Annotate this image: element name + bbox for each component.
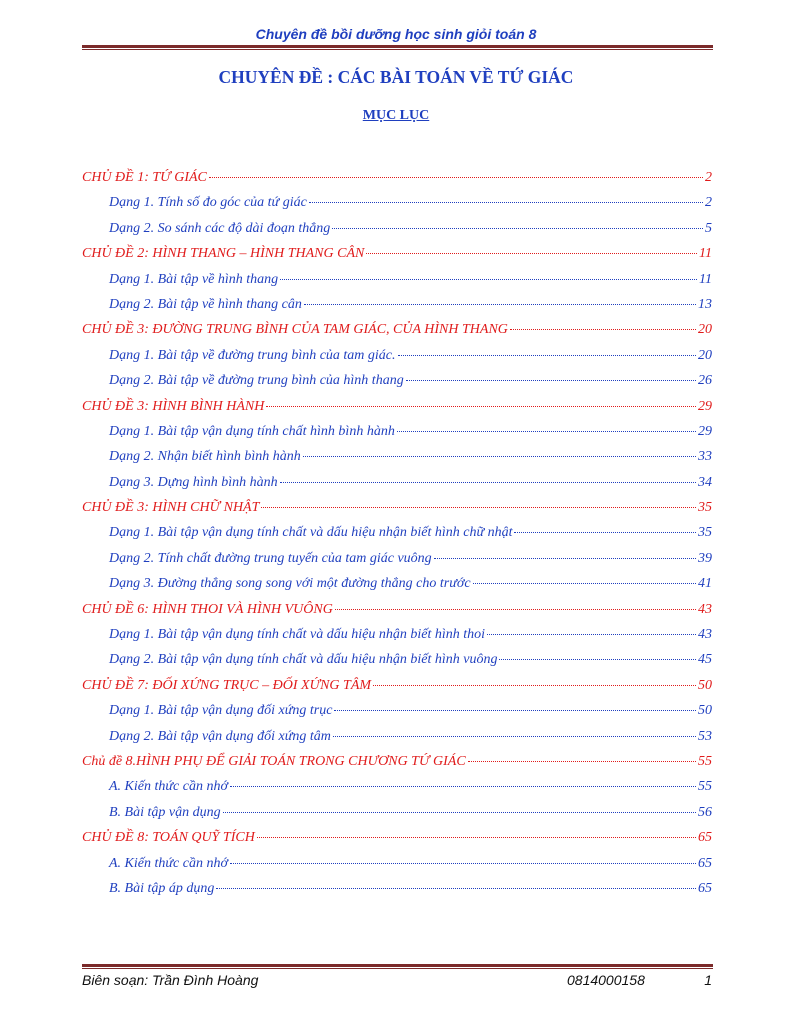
toc-entry-page: 2 xyxy=(705,170,712,185)
toc-dot-leader xyxy=(468,761,696,762)
toc-dot-leader xyxy=(304,304,696,305)
toc-section-entry[interactable] xyxy=(82,525,712,550)
toc-section-entry[interactable] xyxy=(82,475,712,500)
toc-entry-label: CHỦ ĐỀ 2: HÌNH THANG – HÌNH THANG CÂN xyxy=(82,246,365,262)
page-footer xyxy=(82,972,712,990)
toc-section-entry[interactable] xyxy=(82,805,712,830)
toc-entry-page: 45 xyxy=(698,652,712,668)
toc-entry-label: B. Bài tập áp dụng xyxy=(109,880,215,896)
toc-dot-leader xyxy=(309,202,703,203)
toc-entry-label: Dạng 1. Bài tập về hình thang xyxy=(109,271,279,287)
toc-heading: MỤC LỤC xyxy=(362,108,430,123)
toc-entry-label: CHỦ ĐỀ 3: HÌNH BÌNH HÀNH xyxy=(82,398,265,414)
toc-entry-label: CHỦ ĐỀ 3: ĐƯỜNG TRUNG BÌNH CỦA TAM GIÁC, CỦA HÌNH THANG xyxy=(82,322,508,338)
toc-entry-page: 65 xyxy=(698,855,712,871)
toc-entry-page: 55 xyxy=(698,753,712,769)
toc-entry-label: Dạng 1. Bài tập vận dụng tính chất hình bình hành xyxy=(109,423,395,439)
toc-chapter-entry[interactable] xyxy=(82,399,712,424)
toc-entry-label: Dạng 2. Bài tập về đường trung bình của hình thang xyxy=(109,373,404,389)
toc-chapter-entry[interactable] xyxy=(82,246,712,271)
toc-entry-label: Dạng 1. Tính số đo góc của tứ giác xyxy=(109,195,307,211)
toc-entry-label: CHỦ ĐỀ 3: HÌNH CHỮ NHẬT xyxy=(82,500,260,516)
toc-dot-leader xyxy=(334,710,696,711)
toc-entry-label: CHỦ ĐỀ 8: TOÁN QUỸ TÍCH xyxy=(82,830,255,846)
toc-dot-leader xyxy=(514,532,696,533)
toc-entry-label: Dạng 2. Nhận biết hình bình hành xyxy=(109,449,301,465)
toc-dot-leader xyxy=(473,583,696,584)
toc-entry-page: 20 xyxy=(698,347,712,363)
table-of-contents xyxy=(82,170,712,906)
toc-entry-page: 43 xyxy=(698,627,712,643)
toc-entry-page: 56 xyxy=(698,804,712,820)
toc-chapter-entry[interactable] xyxy=(82,830,712,855)
toc-entry-label: A. Kiến thức cần nhớ xyxy=(109,855,228,871)
toc-section-entry[interactable] xyxy=(82,551,712,576)
toc-dot-leader xyxy=(335,609,696,610)
footer-author: Biên soạn: Trần Đình Hoàng xyxy=(82,972,259,988)
toc-section-entry[interactable] xyxy=(82,373,712,398)
toc-dot-leader xyxy=(510,329,696,330)
header-rule xyxy=(82,45,713,50)
toc-dot-leader xyxy=(487,634,696,635)
toc-dot-leader xyxy=(397,431,696,432)
toc-entry-page: 53 xyxy=(698,728,712,744)
toc-chapter-entry[interactable] xyxy=(82,602,712,627)
toc-dot-leader xyxy=(280,482,696,483)
toc-section-entry[interactable] xyxy=(82,576,712,601)
toc-section-entry[interactable] xyxy=(82,856,712,881)
toc-section-entry[interactable] xyxy=(82,627,712,652)
toc-dot-leader xyxy=(230,786,696,787)
toc-entry-label: Dạng 2. So sánh các độ dài đoạn thẳng xyxy=(109,220,331,236)
toc-chapter-entry[interactable] xyxy=(82,170,712,195)
toc-section-entry[interactable] xyxy=(82,297,712,322)
toc-dot-leader xyxy=(434,558,696,559)
toc-chapter-entry[interactable] xyxy=(82,322,712,347)
toc-dot-leader xyxy=(398,355,696,356)
toc-dot-leader xyxy=(257,837,696,838)
toc-dot-leader xyxy=(406,380,696,381)
toc-entry-page: 2 xyxy=(705,195,712,211)
toc-entry-page: 50 xyxy=(698,677,712,693)
toc-dot-leader xyxy=(209,177,703,178)
toc-entry-label: Dạng 3. Dựng hình bình hành xyxy=(109,474,278,490)
toc-dot-leader xyxy=(332,228,703,229)
toc-entry-label: CHỦ ĐỀ 6: HÌNH THOI VÀ HÌNH VUÔNG xyxy=(82,601,333,617)
toc-entry-page: 39 xyxy=(698,550,712,566)
toc-entry-page: 29 xyxy=(698,398,712,414)
document-title: CHUYÊN ĐỀ : CÁC BÀI TOÁN VỀ TỨ GIÁC xyxy=(218,67,574,87)
toc-entry-label: Dạng 2. Bài tập vận dụng đối xứng tâm xyxy=(109,728,331,744)
toc-section-entry[interactable] xyxy=(82,272,712,297)
toc-dot-leader xyxy=(499,659,696,660)
toc-entry-page: 11 xyxy=(699,271,712,287)
toc-entry-label: Dạng 1. Bài tập vận dụng tính chất và dấu hiệu nhận biết hình thoi xyxy=(109,627,486,643)
toc-entry-page: 65 xyxy=(698,830,712,846)
toc-entry-page: 34 xyxy=(698,474,712,490)
toc-entry-label: CHỦ ĐỀ 7: ĐỐI XỨNG TRỤC – ĐỐI XỨNG TÂM xyxy=(82,677,372,693)
toc-entry-page: 35 xyxy=(698,525,712,541)
header-title: Chuyên đề bồi dưỡng học sinh giỏi toán 8 xyxy=(255,26,537,42)
toc-entry-label: Dạng 2. Tính chất đường trung tuyến của tam giác vuông xyxy=(109,550,432,566)
toc-entry-label: Dạng 1. Bài tập vận dụng đối xứng trục xyxy=(109,703,333,719)
toc-dot-leader xyxy=(230,863,696,864)
toc-entry-page: 50 xyxy=(698,703,712,719)
toc-dot-leader xyxy=(266,406,696,407)
toc-entry-label: Dạng 3. Đường thẳng song song với một đường thẳng cho trước xyxy=(109,576,471,592)
toc-entry-page: 55 xyxy=(698,779,712,795)
toc-entry-page: 43 xyxy=(698,601,712,617)
footer-rule xyxy=(82,964,713,969)
toc-section-entry[interactable] xyxy=(82,729,712,754)
toc-entry-label: A. Kiến thức cần nhớ xyxy=(109,779,228,795)
toc-section-entry[interactable] xyxy=(82,652,712,677)
toc-section-entry[interactable] xyxy=(82,195,712,220)
toc-dot-leader xyxy=(366,253,697,254)
footer-phone: 0814000158 xyxy=(567,972,645,988)
toc-section-entry[interactable] xyxy=(82,779,712,804)
toc-chapter-entry[interactable] xyxy=(82,678,712,703)
toc-entry-label: Dạng 2. Bài tập về hình thang cân xyxy=(109,296,302,312)
toc-entry-page: 20 xyxy=(698,322,712,338)
toc-entry-page: 33 xyxy=(698,449,712,465)
toc-chapter-entry[interactable] xyxy=(82,754,712,779)
toc-entry-label: B. Bài tập vận dụng xyxy=(109,804,221,820)
footer-page-number: 1 xyxy=(704,972,712,988)
toc-section-entry[interactable] xyxy=(82,348,712,373)
toc-section-entry[interactable] xyxy=(82,221,712,246)
toc-entry-page: 11 xyxy=(699,246,712,262)
toc-section-entry[interactable] xyxy=(82,881,712,906)
toc-section-entry[interactable] xyxy=(82,703,712,728)
toc-entry-page: 26 xyxy=(698,373,712,389)
toc-dot-leader xyxy=(216,888,696,889)
toc-entry-label: Dạng 2. Bài tập vận dụng tính chất và dấu hiệu nhận biết hình vuông xyxy=(109,652,498,668)
toc-entry-page: 13 xyxy=(698,296,712,312)
toc-entry-page: 5 xyxy=(705,220,712,236)
toc-section-entry[interactable] xyxy=(82,449,712,474)
toc-entry-label: Dạng 1. Bài tập vận dụng tính chất và dấu hiệu nhận biết hình chữ nhật xyxy=(109,525,513,541)
toc-entry-label: CHỦ ĐỀ 1: TỨ GIÁC xyxy=(82,170,207,185)
toc-entry-page: 41 xyxy=(698,576,712,592)
toc-dot-leader xyxy=(261,507,696,508)
toc-entry-page: 65 xyxy=(698,880,712,896)
toc-entry-label: Chủ đề 8.HÌNH PHỤ ĐỂ GIẢI TOÁN TRONG CHƯƠNG TỨ GIÁC xyxy=(82,753,466,769)
toc-dot-leader xyxy=(280,279,697,280)
toc-dot-leader xyxy=(223,812,696,813)
toc-entry-page: 29 xyxy=(698,423,712,439)
toc-chapter-entry[interactable] xyxy=(82,500,712,525)
toc-section-entry[interactable] xyxy=(82,424,712,449)
toc-dot-leader xyxy=(373,685,696,686)
toc-entry-label: Dạng 1. Bài tập về đường trung bình của tam giác. xyxy=(109,347,396,363)
toc-dot-leader xyxy=(333,736,696,737)
toc-dot-leader xyxy=(303,456,696,457)
toc-entry-page: 35 xyxy=(698,500,712,516)
